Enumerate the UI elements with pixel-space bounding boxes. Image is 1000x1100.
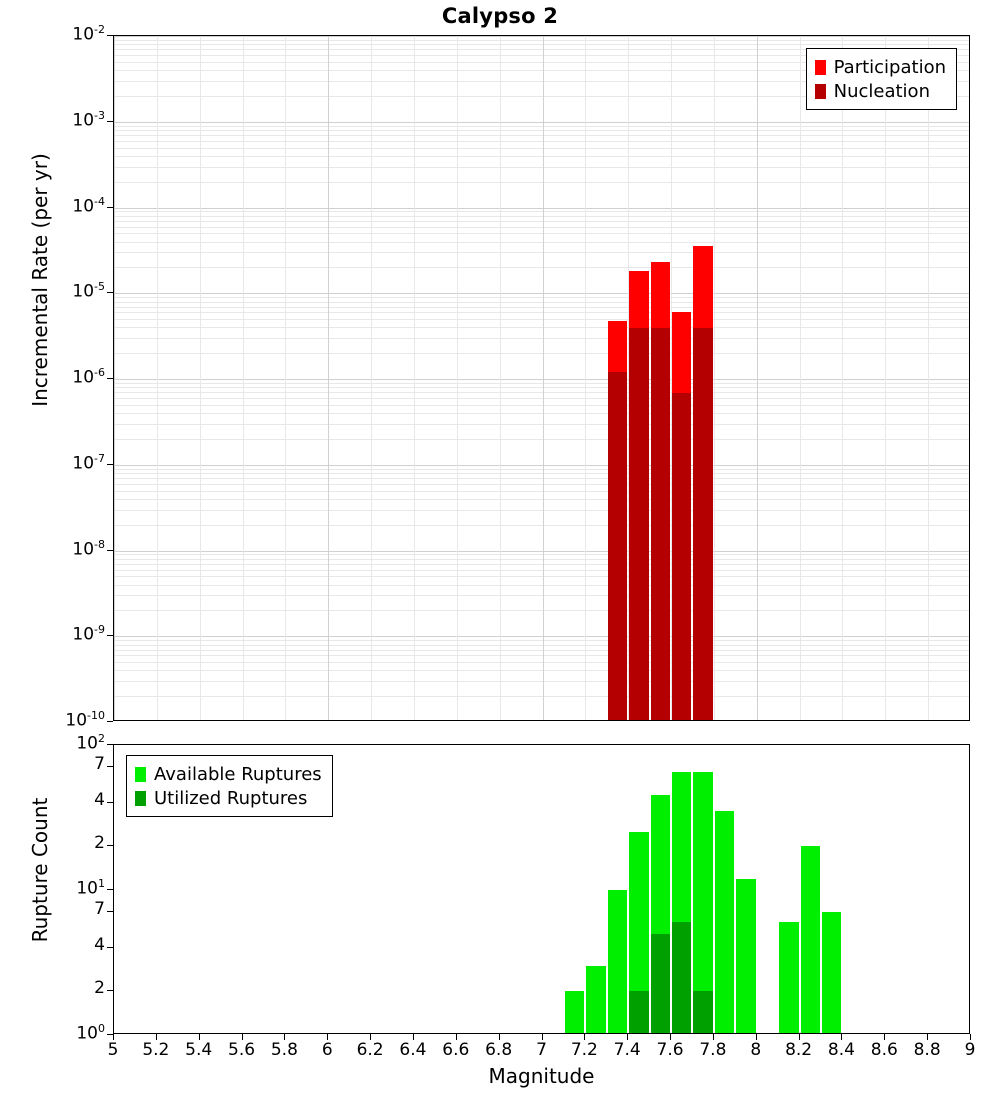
gridline <box>200 36 201 720</box>
y-tick-label: $10^{-3}$ <box>72 108 105 131</box>
legend-row <box>815 79 946 103</box>
x-tick-mark <box>199 1034 200 1040</box>
legend-swatch <box>815 84 826 99</box>
page-title: Calypso 2 <box>441 4 559 28</box>
x-tick-label: 5 <box>107 1040 119 1060</box>
gridline <box>114 36 115 720</box>
x-tick-mark <box>456 1034 457 1040</box>
y-tick-label: $10^{-4}$ <box>72 194 105 217</box>
legend-swatch <box>815 60 826 75</box>
bar-available-ruptures <box>608 890 627 1034</box>
legend-label: Participation <box>833 56 946 78</box>
y-tick-label: 2 <box>94 978 105 999</box>
legend-row <box>815 55 946 79</box>
y-tick-mark <box>107 464 113 465</box>
x-tick-label: 8 <box>750 1040 762 1060</box>
x-tick-label: 9 <box>964 1040 976 1060</box>
legend-label: Nucleation <box>833 80 930 102</box>
y-tick-label: $10^{-2}$ <box>72 23 105 45</box>
y-tick-label: $10^{-8}$ <box>72 537 105 560</box>
bar-available-ruptures <box>586 966 606 1034</box>
y-tick-mark <box>107 35 113 36</box>
x-tick-mark <box>499 1034 500 1040</box>
bar-utilized-ruptures <box>672 922 691 1034</box>
gridline <box>243 36 244 720</box>
bar-available-ruptures <box>801 846 820 1034</box>
x-tick-mark <box>927 1034 928 1040</box>
bar-utilized-ruptures <box>693 991 713 1034</box>
legend-swatch <box>135 767 146 782</box>
gridline <box>714 36 715 720</box>
x-tick-label: 6.4 <box>399 1040 427 1060</box>
y-tick-label: $10^1$ <box>76 877 105 899</box>
x-tick-mark <box>156 1034 157 1040</box>
y-tick-label: $10^{-5}$ <box>72 280 105 302</box>
rupture-count-plot <box>113 744 970 1034</box>
legend-label: Utilized Ruptures <box>154 787 308 809</box>
y-tick-label: $10^0$ <box>76 1022 105 1044</box>
bar-available-ruptures <box>779 922 799 1034</box>
y-tick-label: $10^{-6}$ <box>72 366 105 388</box>
y-tick-mark <box>107 292 113 293</box>
gridline <box>543 36 544 720</box>
x-tick-mark <box>627 1034 628 1040</box>
x-tick-label: 6 <box>321 1040 333 1060</box>
gridline <box>585 36 586 720</box>
bar-nucleation <box>693 328 713 721</box>
bar-nucleation <box>608 372 627 721</box>
y-tick-label: 4 <box>94 789 105 810</box>
x-tick-label: 8.6 <box>870 1040 898 1060</box>
top-y-axis-title: Incremental Rate (per yr) <box>28 153 52 407</box>
y-tick-mark <box>107 207 113 208</box>
y-tick-mark <box>107 378 113 379</box>
legend-rupture-count <box>126 755 333 817</box>
y-tick-mark <box>107 845 113 846</box>
bar-available-ruptures <box>565 991 584 1034</box>
gridline <box>371 36 372 720</box>
x-tick-mark <box>884 1034 885 1040</box>
y-tick-mark <box>107 889 113 890</box>
x-tick-mark <box>756 1034 757 1040</box>
gridline <box>800 36 801 720</box>
x-tick-label: 8.2 <box>785 1040 813 1060</box>
y-tick-mark <box>107 802 113 803</box>
x-tick-mark <box>799 1034 800 1040</box>
gridline <box>500 36 501 720</box>
x-tick-mark <box>113 1034 114 1040</box>
x-tick-label: 8.4 <box>827 1040 855 1060</box>
x-tick-label: 7.4 <box>613 1040 641 1060</box>
legend-label: Available Ruptures <box>154 763 322 785</box>
bar-nucleation <box>629 328 649 721</box>
bar-utilized-ruptures <box>629 991 649 1034</box>
y-tick-mark <box>107 635 113 636</box>
x-tick-mark <box>713 1034 714 1040</box>
x-tick-label: 7.8 <box>699 1040 727 1060</box>
x-tick-label: 7 <box>536 1040 547 1060</box>
bottom-y-axis-title: Rupture Count <box>28 797 52 943</box>
x-tick-mark <box>413 1034 414 1040</box>
x-tick-label: 5.6 <box>228 1040 256 1060</box>
x-tick-label: 7.2 <box>570 1040 598 1060</box>
bar-available-ruptures <box>736 879 756 1034</box>
y-tick-mark <box>107 550 113 551</box>
bar-available-ruptures <box>715 811 734 1034</box>
y-tick-mark <box>107 766 113 767</box>
legend-swatch <box>135 791 146 806</box>
y-tick-mark <box>107 947 113 948</box>
y-tick-label: $10^{-7}$ <box>72 451 105 474</box>
x-tick-label: 5.8 <box>270 1040 298 1060</box>
x-tick-mark <box>327 1034 328 1040</box>
gridline <box>285 36 286 720</box>
y-tick-label: 4 <box>94 934 105 955</box>
gridline <box>842 36 843 720</box>
gridline <box>157 36 158 720</box>
x-tick-label: 5.2 <box>142 1040 170 1060</box>
x-tick-label: 8.8 <box>913 1040 941 1060</box>
x-tick-mark <box>370 1034 371 1040</box>
incremental-rate-plot <box>113 35 970 721</box>
x-tick-label: 6.6 <box>442 1040 470 1060</box>
gridline <box>414 36 415 720</box>
x-tick-mark <box>670 1034 671 1040</box>
gridline <box>757 36 758 720</box>
gridline <box>885 36 886 720</box>
x-tick-label: 6.8 <box>485 1040 513 1060</box>
y-tick-label: 2 <box>94 833 105 854</box>
x-tick-mark <box>542 1034 543 1040</box>
x-tick-label: 5.4 <box>185 1040 213 1060</box>
bar-nucleation <box>672 393 691 721</box>
legend-row <box>135 762 322 786</box>
bar-nucleation <box>651 328 670 721</box>
bar-available-ruptures <box>822 912 841 1034</box>
bar-utilized-ruptures <box>651 934 670 1034</box>
y-tick-label: $10^{-10}$ <box>65 709 105 731</box>
y-tick-label: $10^2$ <box>76 732 105 754</box>
x-tick-mark <box>841 1034 842 1040</box>
x-axis-title: Magnitude <box>488 1064 595 1088</box>
x-tick-mark <box>970 1034 971 1040</box>
x-tick-mark <box>584 1034 585 1040</box>
y-tick-label: 7 <box>94 754 105 775</box>
y-tick-mark <box>107 721 113 722</box>
y-tick-label: $10^{-9}$ <box>72 623 105 645</box>
gridline <box>928 36 929 720</box>
gridline <box>457 36 458 720</box>
y-tick-mark <box>107 990 113 991</box>
legend-row <box>135 786 322 810</box>
x-tick-label: 7.6 <box>656 1040 684 1060</box>
x-tick-mark <box>242 1034 243 1040</box>
gridline <box>328 36 329 720</box>
x-tick-mark <box>284 1034 285 1040</box>
y-tick-mark <box>107 744 113 745</box>
legend-incremental-rate <box>806 48 957 110</box>
y-tick-label: 7 <box>94 899 105 920</box>
y-tick-mark <box>107 121 113 122</box>
y-tick-mark <box>107 911 113 912</box>
x-tick-label: 6.2 <box>356 1040 384 1060</box>
